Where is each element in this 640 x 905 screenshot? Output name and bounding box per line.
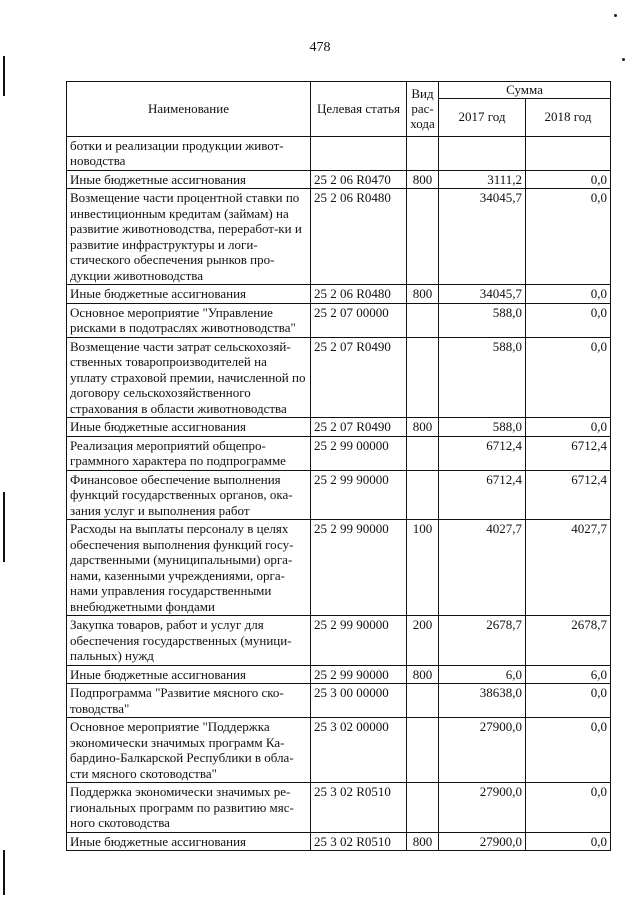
row-sum-2017: 2678,7 (439, 616, 526, 666)
row-expense-type (407, 337, 439, 418)
row-sum-2017: 27900,0 (439, 832, 526, 851)
table-row (67, 665, 611, 684)
row-expense-type (407, 189, 439, 285)
table-row (67, 189, 611, 285)
row-sum-2018: 0,0 (526, 783, 611, 833)
table-row (67, 436, 611, 470)
table-body (67, 136, 611, 851)
row-name: Основное мероприятие "Поддержка экономически значимых программ Ка-бардино-Балкарской Республики в обла-сти мясного скотоводства" (67, 718, 311, 783)
row-name: Основное мероприятие "Управление рисками в подотраслях животноводства" (67, 303, 311, 337)
row-name: Расходы на выплаты персоналу в целях обеспечения выполнения функций госу-дарственными (муниципальными) орга-нами, казенными учреждениями, орга-нами управления государственными внебюджетными фондами (67, 520, 311, 616)
row-sum-2018: 0,0 (526, 718, 611, 783)
header-year-2017: 2017 год (439, 98, 526, 136)
row-name: Иные бюджетные ассигнования (67, 418, 311, 437)
row-sum-2018: 0,0 (526, 170, 611, 189)
table-row (67, 303, 611, 337)
row-expense-type: 100 (407, 520, 439, 616)
table-row (67, 337, 611, 418)
row-sum-2017: 34045,7 (439, 285, 526, 304)
row-name: Иные бюджетные ассигнования (67, 285, 311, 304)
table-row (67, 718, 611, 783)
row-target-article: 25 2 06 R0480 (311, 189, 407, 285)
row-sum-2018: 4027,7 (526, 520, 611, 616)
row-sum-2018: 6,0 (526, 665, 611, 684)
row-name: Возмещение части затрат сельскохозяй-ственных товаропроизводителей на уплату страховой премии, начисленной по договору сельскохозяйственного страхования в области животноводства (67, 337, 311, 418)
header-expense-type: Вид рас-хода (407, 82, 439, 137)
row-sum-2017: 6712,4 (439, 436, 526, 470)
header-name: Наименование (67, 82, 311, 137)
row-expense-type (407, 470, 439, 520)
row-target-article: 25 3 02 00000 (311, 718, 407, 783)
table-row (67, 684, 611, 718)
row-sum-2018: 0,0 (526, 303, 611, 337)
row-target-article: 25 2 99 90000 (311, 616, 407, 666)
row-target-article (311, 136, 407, 170)
row-name: Иные бюджетные ассигнования (67, 832, 311, 851)
table-row (67, 418, 611, 437)
row-target-article: 25 3 02 R0510 (311, 783, 407, 833)
row-target-article: 25 3 00 00000 (311, 684, 407, 718)
row-expense-type (407, 303, 439, 337)
row-sum-2017: 27900,0 (439, 718, 526, 783)
scan-dot (622, 58, 625, 61)
row-sum-2018: 0,0 (526, 337, 611, 418)
row-target-article: 25 2 07 R0490 (311, 418, 407, 437)
row-sum-2017: 3111,2 (439, 170, 526, 189)
table-row (67, 783, 611, 833)
row-expense-type: 800 (407, 285, 439, 304)
table-row (67, 616, 611, 666)
row-expense-type (407, 783, 439, 833)
row-target-article: 25 2 99 90000 (311, 520, 407, 616)
row-target-article: 25 2 06 R0470 (311, 170, 407, 189)
row-name: ботки и реализации продукции живот-новодства (67, 136, 311, 170)
row-sum-2018 (526, 136, 611, 170)
row-expense-type (407, 136, 439, 170)
table-row (67, 136, 611, 170)
table-row (67, 170, 611, 189)
row-sum-2017: 6712,4 (439, 470, 526, 520)
row-sum-2018: 6712,4 (526, 436, 611, 470)
row-name: Возмещение части процентной ставки по инвестиционным кредитам (займам) на развитие животноводства, переработ-ки и развитие инфраструктуры и логи-стического обеспечения рынков про-дукции животноводства (67, 189, 311, 285)
budget-table (66, 81, 611, 851)
row-expense-type: 800 (407, 170, 439, 189)
row-target-article: 25 2 99 90000 (311, 470, 407, 520)
row-sum-2018: 2678,7 (526, 616, 611, 666)
table-row (67, 832, 611, 851)
row-sum-2017 (439, 136, 526, 170)
row-name: Иные бюджетные ассигнования (67, 665, 311, 684)
row-target-article: 25 2 99 90000 (311, 665, 407, 684)
header-row (67, 82, 611, 99)
table-row (67, 520, 611, 616)
row-sum-2018: 0,0 (526, 418, 611, 437)
row-sum-2018: 6712,4 (526, 470, 611, 520)
row-sum-2017: 27900,0 (439, 783, 526, 833)
row-target-article: 25 2 06 R0480 (311, 285, 407, 304)
scan-margin-mark (3, 56, 5, 96)
row-name: Закупка товаров, работ и услуг для обеспечения государственных (муници-пальных) нужд (67, 616, 311, 666)
row-sum-2017: 38638,0 (439, 684, 526, 718)
row-sum-2017: 588,0 (439, 337, 526, 418)
row-sum-2018: 0,0 (526, 684, 611, 718)
table-row (67, 470, 611, 520)
row-sum-2017: 34045,7 (439, 189, 526, 285)
row-expense-type: 800 (407, 418, 439, 437)
header-sum: Сумма (439, 82, 611, 99)
row-sum-2017: 588,0 (439, 303, 526, 337)
row-sum-2018: 0,0 (526, 285, 611, 304)
row-sum-2018: 0,0 (526, 832, 611, 851)
row-target-article: 25 2 07 00000 (311, 303, 407, 337)
row-expense-type (407, 436, 439, 470)
scan-margin-mark (3, 492, 5, 562)
row-sum-2017: 4027,7 (439, 520, 526, 616)
row-name: Иные бюджетные ассигнования (67, 170, 311, 189)
table-row (67, 285, 611, 304)
row-expense-type: 800 (407, 832, 439, 851)
row-expense-type: 200 (407, 616, 439, 666)
scan-dot (614, 14, 617, 17)
header-year-2018: 2018 год (526, 98, 611, 136)
row-sum-2017: 6,0 (439, 665, 526, 684)
row-name: Финансовое обеспечение выполнения функций государственных органов, ока-зания услуг и выполнения работ (67, 470, 311, 520)
row-name: Реализация мероприятий общепро-граммного характера по подпрограмме (67, 436, 311, 470)
scan-margin-mark (3, 850, 5, 895)
row-expense-type: 800 (407, 665, 439, 684)
row-target-article: 25 3 02 R0510 (311, 832, 407, 851)
row-target-article: 25 2 99 00000 (311, 436, 407, 470)
row-name: Поддержка экономически значимых ре-гиональных программ по развитию мяс-ного скотоводства (67, 783, 311, 833)
row-sum-2017: 588,0 (439, 418, 526, 437)
row-target-article: 25 2 07 R0490 (311, 337, 407, 418)
row-name: Подпрограмма "Развитие мясного ско-товодства" (67, 684, 311, 718)
row-expense-type (407, 718, 439, 783)
header-target-article: Целевая статья (311, 82, 407, 137)
row-expense-type (407, 684, 439, 718)
page-number: 478 (309, 40, 331, 55)
row-sum-2018: 0,0 (526, 189, 611, 285)
